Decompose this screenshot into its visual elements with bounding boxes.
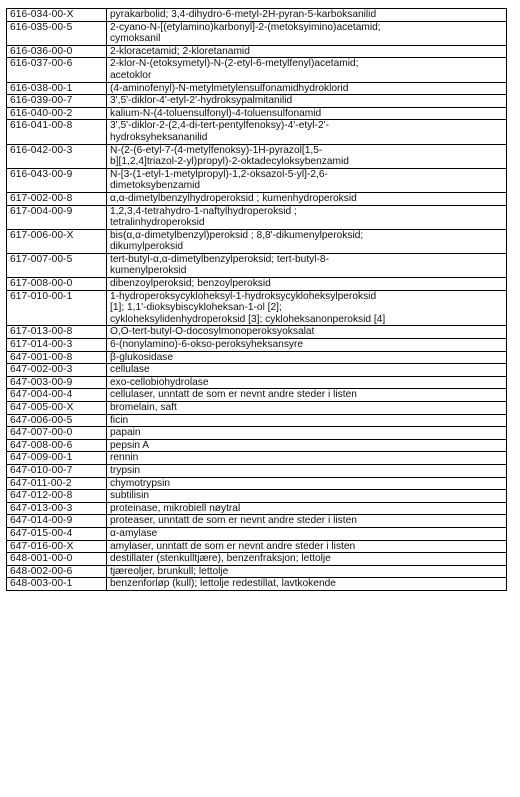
index-number-cell: 616-036-00-0 [7,45,107,58]
substance-name-cell: tjæreoljer, brunkull; lettolje [107,565,507,578]
index-number-cell: 647-001-00-8 [7,351,107,364]
substance-name-cell: bromelain, saft [107,402,507,415]
substance-name-cell: exo-cellobiohydrolase [107,376,507,389]
table-row [7,414,507,427]
substance-name-cell: 1-hydroperoksycykloheksyl-1-hydroksycykloheksylperoksid [1]; 1,1'-dioksybiscykloheksan-1-ol [2]; cykloheksylidenhydroperoksid [3]; cykloheksanonperoksid [4] [107,290,507,326]
index-number-cell: 647-014-00-9 [7,515,107,528]
index-number-cell: 647-007-00-0 [7,427,107,440]
substance-name-cell: 3',5'-diklor-2-(2,4-di-tert-pentylfenoksy)-4'-etyl-2'- hydroksyheksananilid [107,120,507,144]
table-row [7,427,507,440]
index-number-cell: 647-016-00-X [7,540,107,553]
table-row [7,452,507,465]
substance-name-cell: amylaser, unntatt de som er nevnt andre steder i listen [107,540,507,553]
substance-name-cell: papain [107,427,507,440]
index-number-cell: 616-042-00-3 [7,144,107,168]
index-number-cell: 616-043-00-9 [7,168,107,192]
index-number-cell: 648-002-00-6 [7,565,107,578]
table-row [7,144,507,168]
substance-table-body [7,9,507,591]
table-row [7,58,507,82]
table-row [7,168,507,192]
substance-name-cell: proteinase, mikrobiell nøytral [107,502,507,515]
table-row [7,565,507,578]
substance-name-cell: pepsin A [107,439,507,452]
substance-name-cell: 2-klor-N-(etoksymetyl)-N-(2-etyl-6-metylfenyl)acetamid; acetoklor [107,58,507,82]
substance-name-cell: chymotrypsin [107,477,507,490]
index-number-cell: 648-001-00-0 [7,553,107,566]
table-row [7,553,507,566]
index-number-cell: 616-041-00-8 [7,120,107,144]
table-row [7,376,507,389]
index-number-cell: 647-005-00-X [7,402,107,415]
table-row [7,192,507,205]
index-number-cell: 647-002-00-3 [7,364,107,377]
table-row [7,253,507,277]
table-row [7,540,507,553]
substance-name-cell: bis(α,α-dimetylbenzyl)peroksid ; 8,8'-dikumenylperoksid; dikumylperoksid [107,229,507,253]
table-row [7,339,507,352]
table-row [7,502,507,515]
index-number-cell: 647-008-00-6 [7,439,107,452]
table-row [7,389,507,402]
substance-name-cell: destillater (stenkulltjære), benzenfraksjon; lettolje [107,553,507,566]
substance-name-cell: benzenforløp (kull); lettolje redestillat, lavtkokende [107,578,507,591]
index-number-cell: 647-009-00-1 [7,452,107,465]
table-row [7,515,507,528]
document-page [6,8,506,591]
substance-name-cell: O,O-tert-butyl-O-docosylmonoperoksyoksalat [107,326,507,339]
substance-name-cell: proteaser, unntatt de som er nevnt andre steder i listen [107,515,507,528]
table-row [7,45,507,58]
substance-name-cell: subtilisin [107,490,507,503]
table-row [7,120,507,144]
substance-name-cell: 6-(nonylamino)-6-okso-peroksyheksansyre [107,339,507,352]
substance-name-cell: α-amylase [107,527,507,540]
table-row [7,326,507,339]
index-number-cell: 617-013-00-8 [7,326,107,339]
index-number-cell: 616-038-00-1 [7,82,107,95]
index-number-cell: 617-004-00-9 [7,205,107,229]
index-number-cell: 647-010-00-7 [7,464,107,477]
substance-name-cell: dibenzoylperoksid; benzoylperoksid [107,278,507,291]
substance-name-cell: α,α-dimetylbenzylhydroperoksid ; kumenhydroperoksid [107,192,507,205]
table-row [7,278,507,291]
table-row [7,95,507,108]
table-row [7,490,507,503]
substance-name-cell: tert-butyl-α,α-dimetylbenzylperoksid; tert-butyl-8- kumenylperoksid [107,253,507,277]
index-number-cell: 617-014-00-3 [7,339,107,352]
substance-name-cell: rennin [107,452,507,465]
index-number-cell: 617-006-00-X [7,229,107,253]
substance-name-cell: cellulaser, unntatt de som er nevnt andre steder i listen [107,389,507,402]
index-number-cell: 648-003-00-1 [7,578,107,591]
index-number-cell: 617-010-00-1 [7,290,107,326]
table-row [7,82,507,95]
index-number-cell: 616-039-00-7 [7,95,107,108]
table-row [7,9,507,22]
table-row [7,21,507,45]
index-number-cell: 617-002-00-8 [7,192,107,205]
table-row [7,205,507,229]
substance-name-cell: 1,2,3,4-tetrahydro-1-naftylhydroperoksid ; tetralinhydroperoksid [107,205,507,229]
index-number-cell: 647-015-00-4 [7,527,107,540]
table-row [7,527,507,540]
table-row [7,464,507,477]
table-row [7,229,507,253]
table-row [7,107,507,120]
table-row [7,290,507,326]
substance-name-cell: N-[3-(1-etyl-1-metylpropyl)-1,2-oksazol-5-yl]-2,6- dimetoksybenzamid [107,168,507,192]
index-number-cell: 647-011-00-2 [7,477,107,490]
index-number-cell: 616-034-00-X [7,9,107,22]
index-number-cell: 617-008-00-0 [7,278,107,291]
substance-name-cell: β-glukosidase [107,351,507,364]
substance-name-cell: trypsin [107,464,507,477]
index-number-cell: 647-004-00-4 [7,389,107,402]
substance-name-cell: ficin [107,414,507,427]
substance-name-cell: kalium-N-(4-toluensulfonyl)-4-toluensulfonamid [107,107,507,120]
substance-name-cell: 3',5'-diklor-4'-etyl-2'-hydroksypalmitanilid [107,95,507,108]
index-number-cell: 616-037-00-6 [7,58,107,82]
table-row [7,439,507,452]
substance-table [6,8,507,591]
index-number-cell: 647-003-00-9 [7,376,107,389]
table-row [7,364,507,377]
substance-name-cell: N-(2-(6-etyl-7-(4-metylfenoksy)-1H-pyrazol[1,5- b][1,2,4]triazol-2-yl)propyl)-2-oktadecyloksybenzamid [107,144,507,168]
index-number-cell: 647-012-00-8 [7,490,107,503]
substance-name-cell: 2-cyano-N-[(etylamino)karbonyl]-2-(metoksyimino)acetamid; cymoksanil [107,21,507,45]
substance-name-cell: 2-kloracetamid; 2-kloretanamid [107,45,507,58]
table-row [7,402,507,415]
substance-name-cell: (4-aminofenyl)-N-metylmetylensulfonamidhydroklorid [107,82,507,95]
table-row [7,578,507,591]
index-number-cell: 647-013-00-3 [7,502,107,515]
index-number-cell: 617-007-00-5 [7,253,107,277]
substance-name-cell: cellulase [107,364,507,377]
index-number-cell: 616-040-00-2 [7,107,107,120]
table-row [7,351,507,364]
substance-name-cell: pyrakarbolid; 3,4-dihydro-6-metyl-2H-pyran-5-karboksanilid [107,9,507,22]
index-number-cell: 647-006-00-5 [7,414,107,427]
table-row [7,477,507,490]
index-number-cell: 616-035-00-5 [7,21,107,45]
